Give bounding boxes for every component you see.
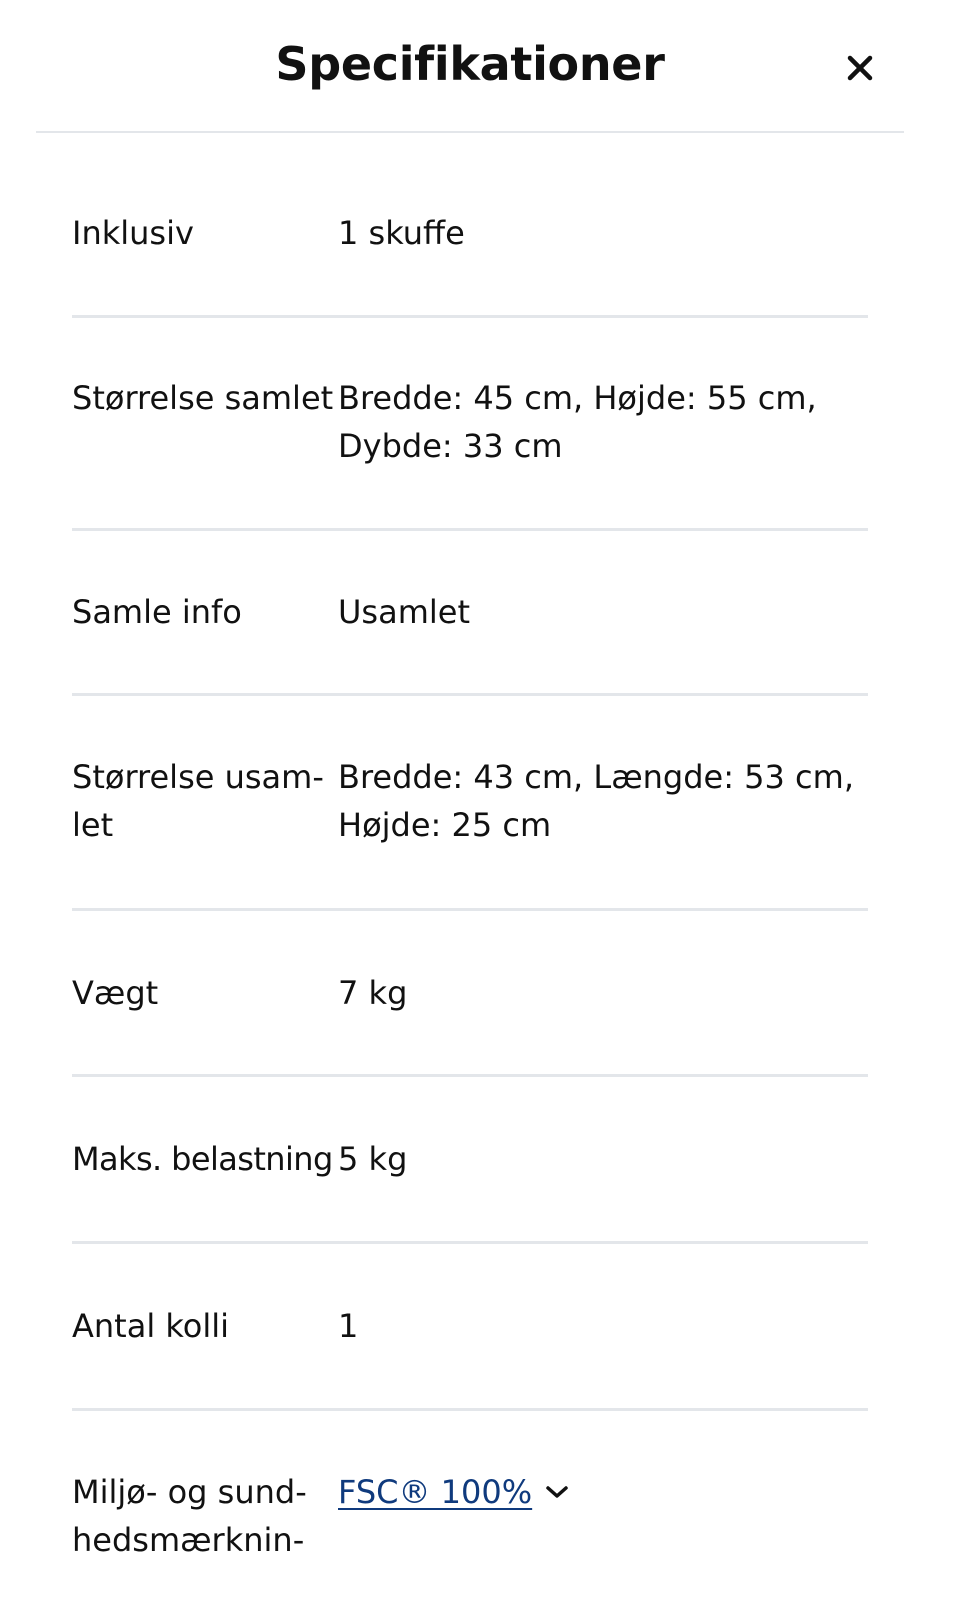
close-icon[interactable] [842, 50, 878, 86]
spec-label-line: hedsmærknin- [72, 1521, 305, 1559]
spec-row-samle-info [72, 531, 868, 696]
spec-list [72, 131, 868, 1603]
chevron-down-icon[interactable] [544, 1483, 570, 1501]
page-title: Specifikationer [275, 37, 665, 91]
spec-value: Usamlet [338, 593, 470, 631]
spec-label [72, 1468, 334, 1564]
spec-row-inklusiv [72, 131, 868, 318]
spec-value-line: Bredde: 43 cm, Længde: 53 cm, [338, 758, 854, 796]
spec-value-line: Højde: 25 cm [338, 806, 552, 844]
spec-label-line: let [72, 806, 114, 844]
spec-value: 1 [338, 1307, 359, 1345]
spec-label: Antal kolli [72, 1307, 230, 1345]
spec-label: Samle info [72, 593, 242, 631]
spec-value-line: Bredde: 45 cm, Højde: 55 cm, [338, 379, 817, 417]
spec-row-stoerrelse-usamlet [72, 696, 868, 911]
spec-row-maks-belastning [72, 1077, 868, 1244]
spec-label: Vægt [72, 974, 159, 1012]
spec-value [338, 374, 858, 470]
spec-value [338, 1468, 858, 1516]
spec-label [72, 753, 334, 849]
spec-label-line: Miljø- og sund- [72, 1473, 307, 1511]
fsc-certification-link[interactable]: FSC® 100% [338, 1473, 533, 1511]
spec-value: 7 kg [338, 974, 408, 1012]
spec-row-stoerrelse-samlet [72, 318, 868, 531]
certification-toggle[interactable] [338, 1468, 858, 1516]
spec-value-line: Dybde: 33 cm [338, 427, 563, 465]
spec-value: 5 kg [338, 1140, 408, 1178]
spec-label-line: Størrelse usam- [72, 758, 324, 796]
spec-row-miljoe-maerkning [72, 1411, 868, 1603]
spec-label: Maks. belastning [72, 1140, 333, 1178]
sheet-header [36, 0, 904, 133]
spec-row-antal-kolli [72, 1244, 868, 1411]
spec-value [338, 753, 858, 849]
spec-label: Inklusiv [72, 214, 194, 252]
spec-value: 1 skuffe [338, 214, 465, 252]
spec-label: Størrelse samlet [72, 379, 334, 417]
spec-row-vaegt [72, 911, 868, 1077]
